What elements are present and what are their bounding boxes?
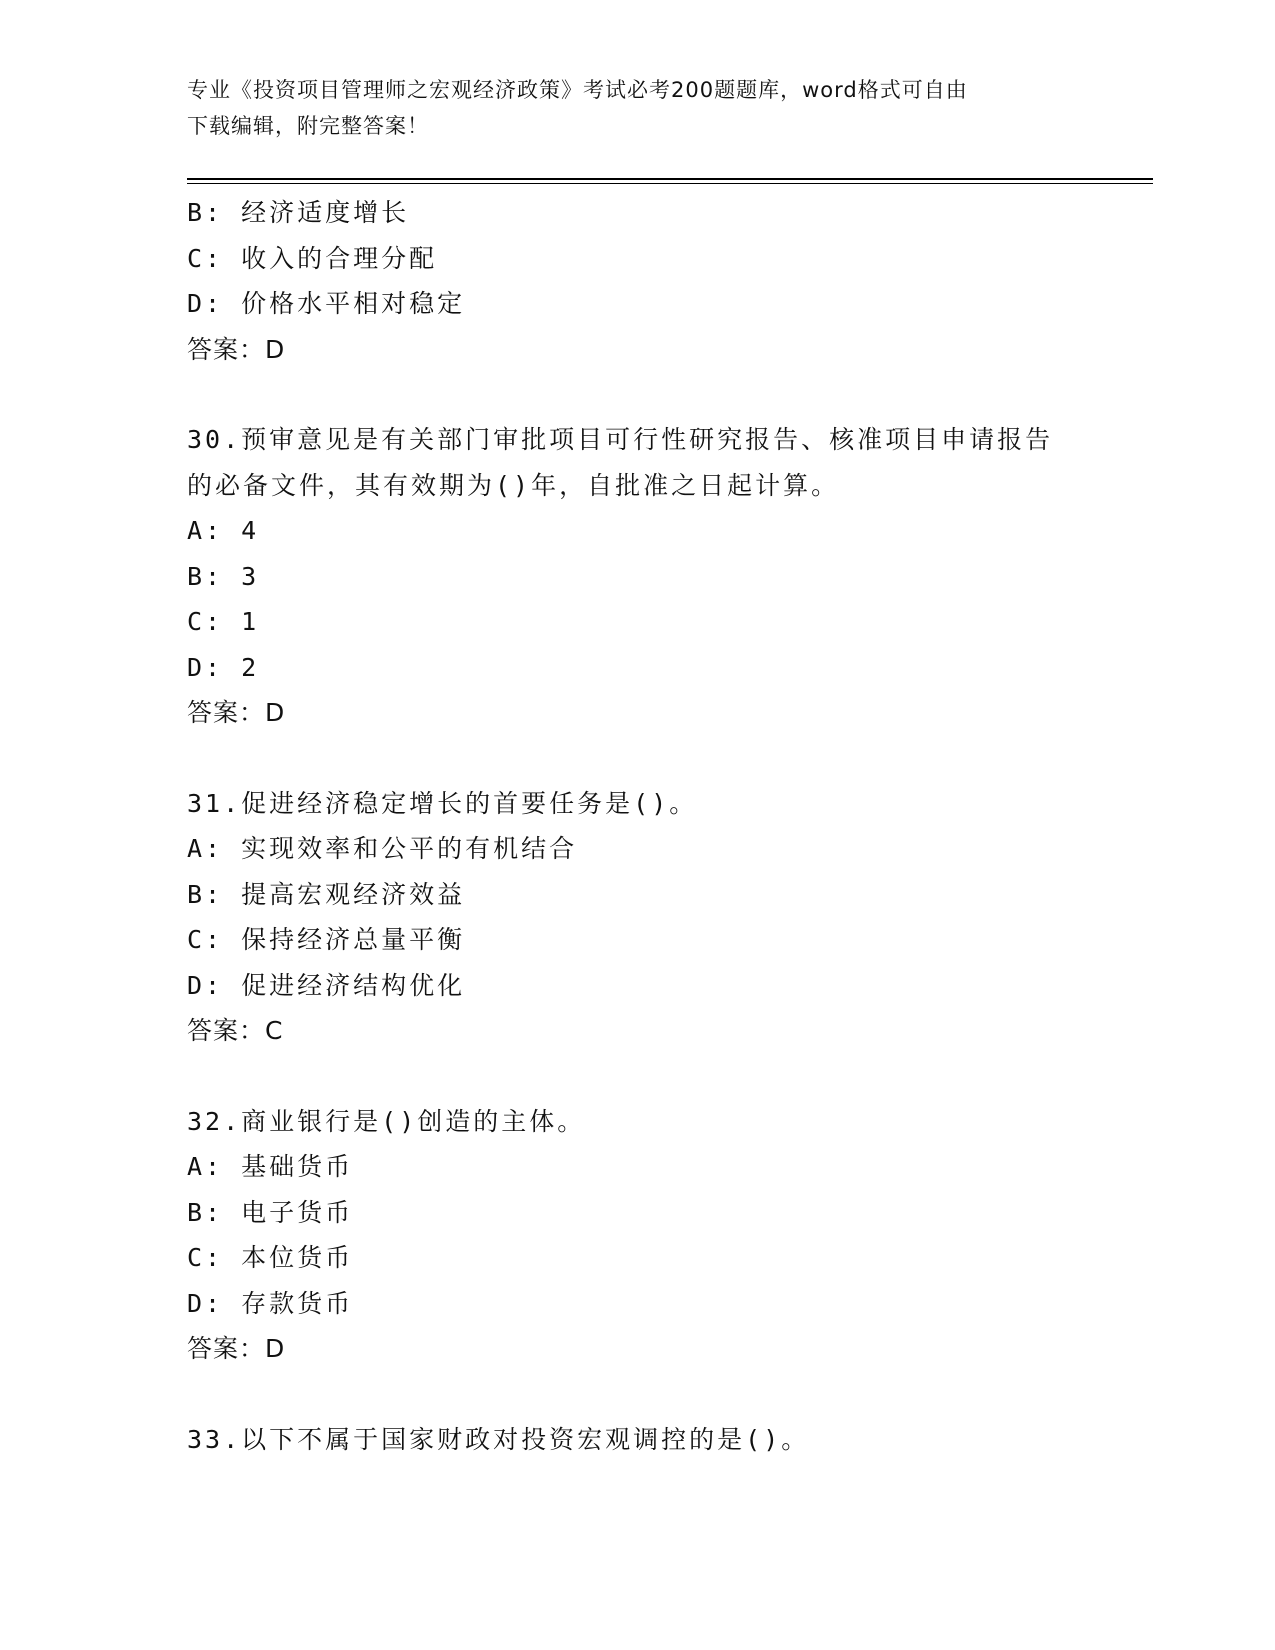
option-d: D: 存款货币 bbox=[187, 1288, 354, 1318]
option-b: B: 电子货币 bbox=[187, 1197, 354, 1227]
question-block bbox=[187, 1417, 1087, 1463]
block-spacer bbox=[187, 1372, 1087, 1417]
question-text: 的必备文件，其有效期为()年，自批准之日起计算。 bbox=[187, 470, 840, 500]
header-divider-thick bbox=[187, 178, 1153, 180]
block-spacer bbox=[187, 372, 1087, 417]
question-text: 30.预审意见是有关部门审批项目可行性研究报告、核准项目申请报告 bbox=[187, 425, 1054, 454]
answer-line: 答案：D bbox=[187, 698, 286, 727]
question-block bbox=[187, 190, 1087, 372]
header-divider-thin bbox=[187, 183, 1153, 184]
question-text: 31.促进经济稳定增长的首要任务是()。 bbox=[187, 788, 698, 818]
header-line-2: 下载编辑，附完整答案！ bbox=[187, 114, 429, 138]
option-b: B: 3 bbox=[187, 561, 260, 591]
option-a: A: 实现效率和公平的有机结合 bbox=[187, 834, 578, 863]
document-header bbox=[187, 72, 1067, 144]
question-text: 32.商业银行是()创造的主体。 bbox=[187, 1106, 586, 1136]
question-text: 33.以下不属于国家财政对投资宏观调控的是()。 bbox=[187, 1424, 810, 1454]
answer-line: 答案：C bbox=[187, 1016, 284, 1045]
option-b: B: 提高宏观经济效益 bbox=[187, 879, 466, 909]
option-b: B: 经济适度增长 bbox=[187, 198, 410, 227]
option-c: C: 1 bbox=[187, 607, 260, 636]
option-d: D: 2 bbox=[187, 652, 260, 682]
option-a: A: 4 bbox=[187, 516, 260, 545]
option-d: D: 促进经济结构优化 bbox=[187, 970, 466, 1000]
question-list bbox=[187, 190, 1087, 1462]
header-line-1: 专业《投资项目管理师之宏观经济政策》考试必考200题题库，word格式可自由 bbox=[187, 78, 968, 102]
option-d: D: 价格水平相对稳定 bbox=[187, 289, 466, 318]
answer-line: 答案：D bbox=[187, 1334, 286, 1363]
question-block bbox=[187, 781, 1087, 1054]
question-block bbox=[187, 417, 1087, 736]
option-a: A: 基础货币 bbox=[187, 1152, 354, 1181]
question-block bbox=[187, 1099, 1087, 1372]
option-c: C: 收入的合理分配 bbox=[187, 243, 438, 273]
block-spacer bbox=[187, 1054, 1087, 1099]
option-c: C: 本位货币 bbox=[187, 1243, 354, 1272]
answer-line: 答案：D bbox=[187, 334, 286, 364]
block-spacer bbox=[187, 736, 1087, 781]
option-c: C: 保持经济总量平衡 bbox=[187, 925, 466, 954]
